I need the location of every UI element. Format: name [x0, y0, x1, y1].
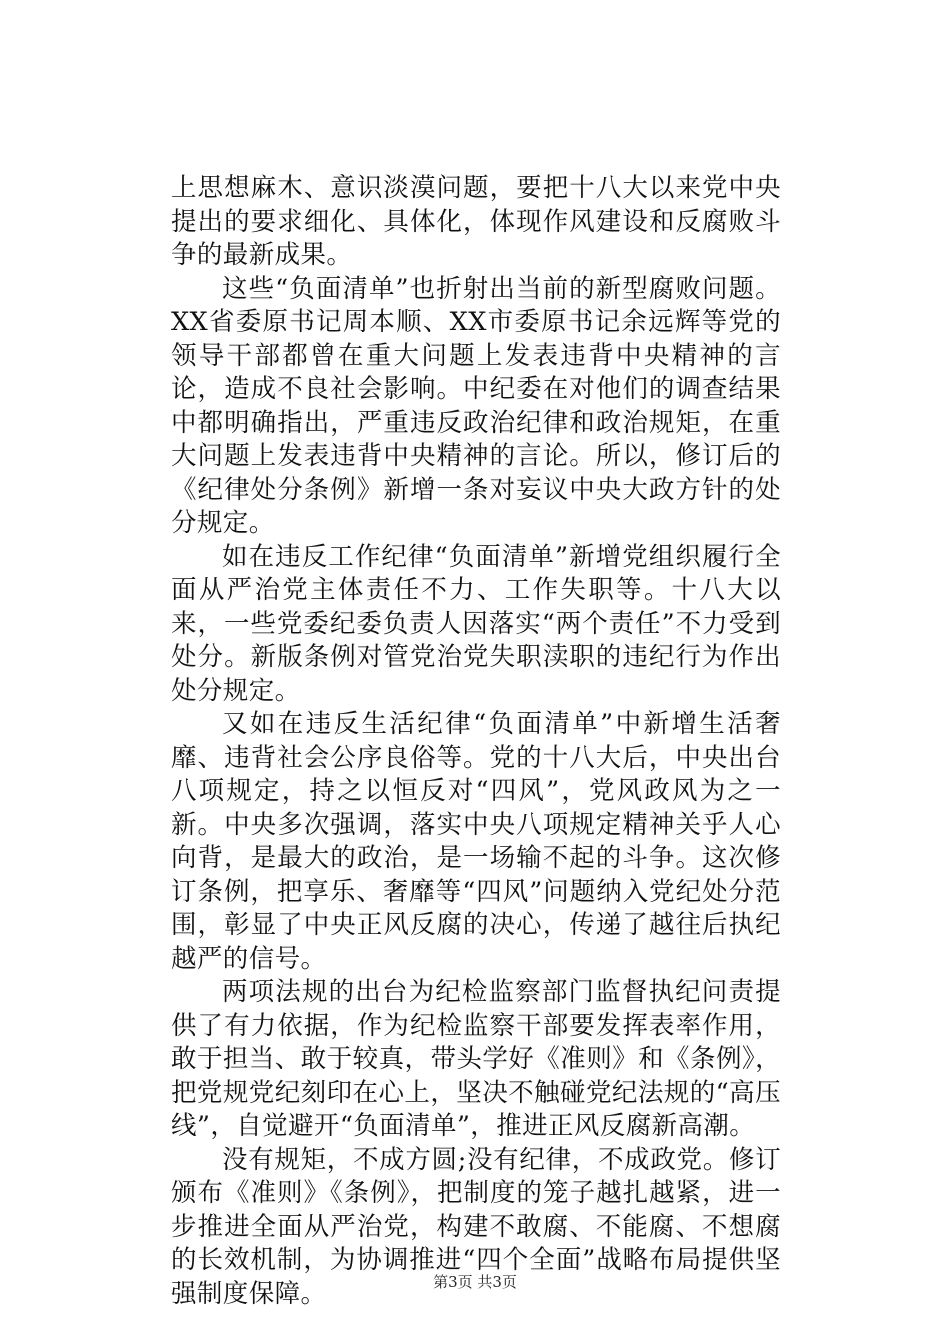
paragraph-continuation: 上思想麻木、意识淡漠问题，要把十八大以来党中央提出的要求细化、具体化，体现作风建设和反腐败斗争的最新成果。 [171, 173, 781, 270]
paragraph-conclusion: 没有规矩，不成方圆;没有纪律，不成政党。修订颁布《准则》《条例》，把制度的笼子越扎越紧，进一步推进全面从严治党，构建不敢腐、不能腐、不想腐的长效机制，为协调推进“四个全面”战略布局提供坚强制度保障。 [171, 1144, 781, 1309]
paragraph-work-discipline: 如在违反工作纪律“负面清单”新增党组织履行全面从严治党主体责任不力、工作失职等。十八大以来，一些党委纪委负责人因落实“两个责任”不力受到处分。新版条例对管党治党失职渎职的违纪行为作出处分规定。 [171, 541, 781, 706]
page-number-footer: 第3页 共3页 [433, 1273, 517, 1291]
paragraph-two-regulations: 两项法规的出台为纪检监察部门监督执纪问责提供了有力依据，作为纪检监察干部要发挥表率作用，敢于担当、敢于较真，带头学好《准则》和《条例》，把党规党纪刻印在心上，坚决不触碰党纪法规的“高压线”，自觉避开“负面清单”，推进正风反腐新高潮。 [171, 977, 781, 1141]
document-body [171, 172, 781, 1311]
paragraph-negative-list: 这些“负面清单”也折射出当前的新型腐败问题。XX省委原书记周本顺、XX市委原书记余远辉等党的领导干部都曾在重大问题上发表违背中央精神的言论，造成不良社会影响。中纪委在对他们的调查结果中都明确指出，严重违反政治纪律和政治规矩，在重大问题上发表违背中央精神的言论。所以，修订后的《纪律处分条例》新增一条对妄议中央大政方针的处分规定。 [171, 273, 781, 538]
paragraph-life-discipline: 又如在违反生活纪律“负面清单”中新增生活奢靡、违背社会公序良俗等。党的十八大后，中央出台八项规定，持之以恒反对“四风”，党风政风为之一新。中央多次强调，落实中央八项规定精神关乎人心向背，是最大的政治，是一场输不起的斗争。这次修订条例，把享乐、奢靡等“四风”问题纳入党纪处分范围，彰显了中央正风反腐的决心，传递了越往后执纪越严的信号。 [171, 709, 781, 974]
